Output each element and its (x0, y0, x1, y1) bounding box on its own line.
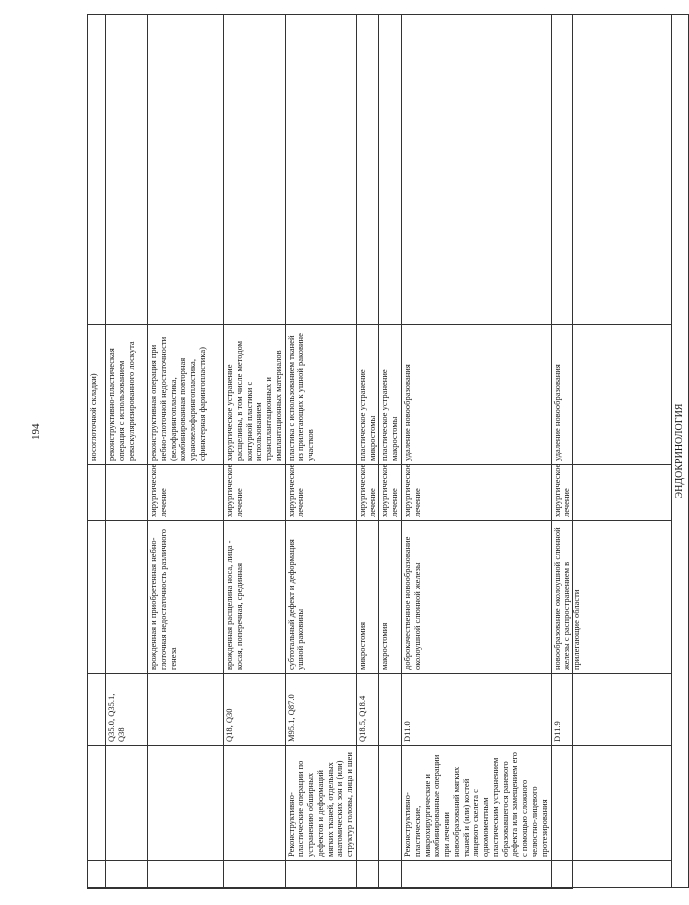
blank-cell (148, 15, 224, 325)
treatment-cell: хирургическое лечение (356, 465, 379, 521)
codes-cell: M95.1, Q87.0 (285, 674, 356, 746)
diagnosis-cell: врожденная и приобретенная небно-глоточная недостаточность различного генеза (148, 521, 224, 674)
codes-cell: Q18.5, Q18.4 (356, 674, 379, 746)
codes-cell: Q35.0, Q35.1, Q38 (106, 674, 148, 746)
table-row (402, 15, 551, 888)
blank-cell (88, 15, 106, 325)
codes-cell (88, 674, 106, 746)
profile-cell (148, 746, 224, 861)
page-number: 194 (30, 423, 42, 440)
profile-cell (379, 746, 402, 861)
table-row (88, 15, 106, 888)
row-spacer-cell (106, 861, 148, 888)
medical-procedures-table (87, 14, 689, 888)
row-spacer-cell (285, 861, 356, 888)
section-row (671, 15, 688, 888)
table-row (356, 15, 379, 888)
blank-cell (224, 15, 286, 325)
row-spacer-cell (224, 861, 286, 888)
blank-cell (356, 15, 379, 325)
profile-cell (224, 746, 286, 861)
row-spacer-cell (551, 861, 671, 888)
blank-cell (379, 15, 402, 325)
row-spacer-cell (379, 861, 402, 888)
blank-cell (402, 15, 551, 325)
codes-cell: Q18, Q30 (224, 674, 286, 746)
table-row (379, 15, 402, 888)
method-cell: носоглоточной складки) (88, 325, 106, 465)
method-cell: пластическое устранение макростомы (379, 325, 402, 465)
method-cell: удаление новообразования (551, 325, 671, 465)
treatment-cell: хирургическое лечение (551, 465, 671, 521)
treatment-cell: хирургическое лечение (224, 465, 286, 521)
method-cell: пластическое устранение микростомы (356, 325, 379, 465)
codes-cell: D11.9 (551, 674, 671, 746)
codes-cell (148, 674, 224, 746)
table-row (106, 15, 148, 888)
treatment-cell (88, 465, 106, 521)
diagnosis-cell: макростомия (379, 521, 402, 674)
treatment-cell: хирургическое лечение (379, 465, 402, 521)
codes-cell: D11.0 (402, 674, 551, 746)
diagnosis-cell (88, 521, 106, 674)
diagnosis-cell: врожденная расщелина носа, лица - косая, поперечная, срединная (224, 521, 286, 674)
rotated-table-container (87, 15, 685, 888)
profile-cell: Реконструктивно-пластические операции по устранению обширных дефектов и деформаций мягких тканей, отдельных анатомических зон и (или) структур головы, лица и шеи (285, 746, 356, 861)
profile-cell (88, 746, 106, 861)
method-cell: реконструктивно-пластическая операция с использованием реваскуляризированного лоскута (106, 325, 148, 465)
diagnosis-cell: микростомия (356, 521, 379, 674)
diagnosis-cell (106, 521, 148, 674)
treatment-cell: хирургическое лечение (148, 465, 224, 521)
row-spacer-cell (148, 861, 224, 888)
blank-cell (551, 15, 671, 325)
blank-cell (285, 15, 356, 325)
diagnosis-cell: доброкачественное новообразование околоушной слюнной железы (402, 521, 551, 674)
table-row (285, 15, 356, 888)
method-cell: пластика с использованием тканей из прилегающих к ушной раковине участков (285, 325, 356, 465)
table-row (148, 15, 224, 888)
table-row (224, 15, 286, 888)
diagnosis-cell: субтотальный дефект и деформация ушной раковины (285, 521, 356, 674)
method-cell: хирургическое устранение расщелины, в том числе методом контурной пластики с использованием трансплантационных и имплантационных материалов (224, 325, 286, 465)
treatment-cell: хирургическое лечение (285, 465, 356, 521)
profile-cell: Реконструктивно-пластические, микрохирургические и комбинированные операции при лечении новообразований мягких тканей и (или) костей лицевого скелета с одномоментным пластическим устранением образовавшегося раневого дефекта или замещением его с помощью сложного челюстно-лицевого протезирования (402, 746, 551, 861)
codes-cell (379, 674, 402, 746)
row-spacer-cell (356, 861, 379, 888)
treatment-cell: хирургическое лечение (402, 465, 551, 521)
treatment-cell (106, 465, 148, 521)
table-row (551, 15, 671, 888)
section-title: ЭНДОКРИНОЛОГИЯ (671, 15, 688, 888)
profile-cell (551, 746, 671, 861)
method-cell: удаление новообразования (402, 325, 551, 465)
profile-cell (106, 746, 148, 861)
diagnosis-cell: новообразование околоушной слюнной железы с распространением в прилегающие области (551, 521, 671, 674)
row-spacer-cell (88, 861, 106, 888)
blank-cell (106, 15, 148, 325)
profile-cell (356, 746, 379, 861)
method-cell: реконструктивная операция при небно-глоточной недостаточности (велофарингопластика, комбинированная повторная урановелофарингопластика, сфинктерная фарингопластика) (148, 325, 224, 465)
row-spacer-cell (402, 861, 551, 888)
